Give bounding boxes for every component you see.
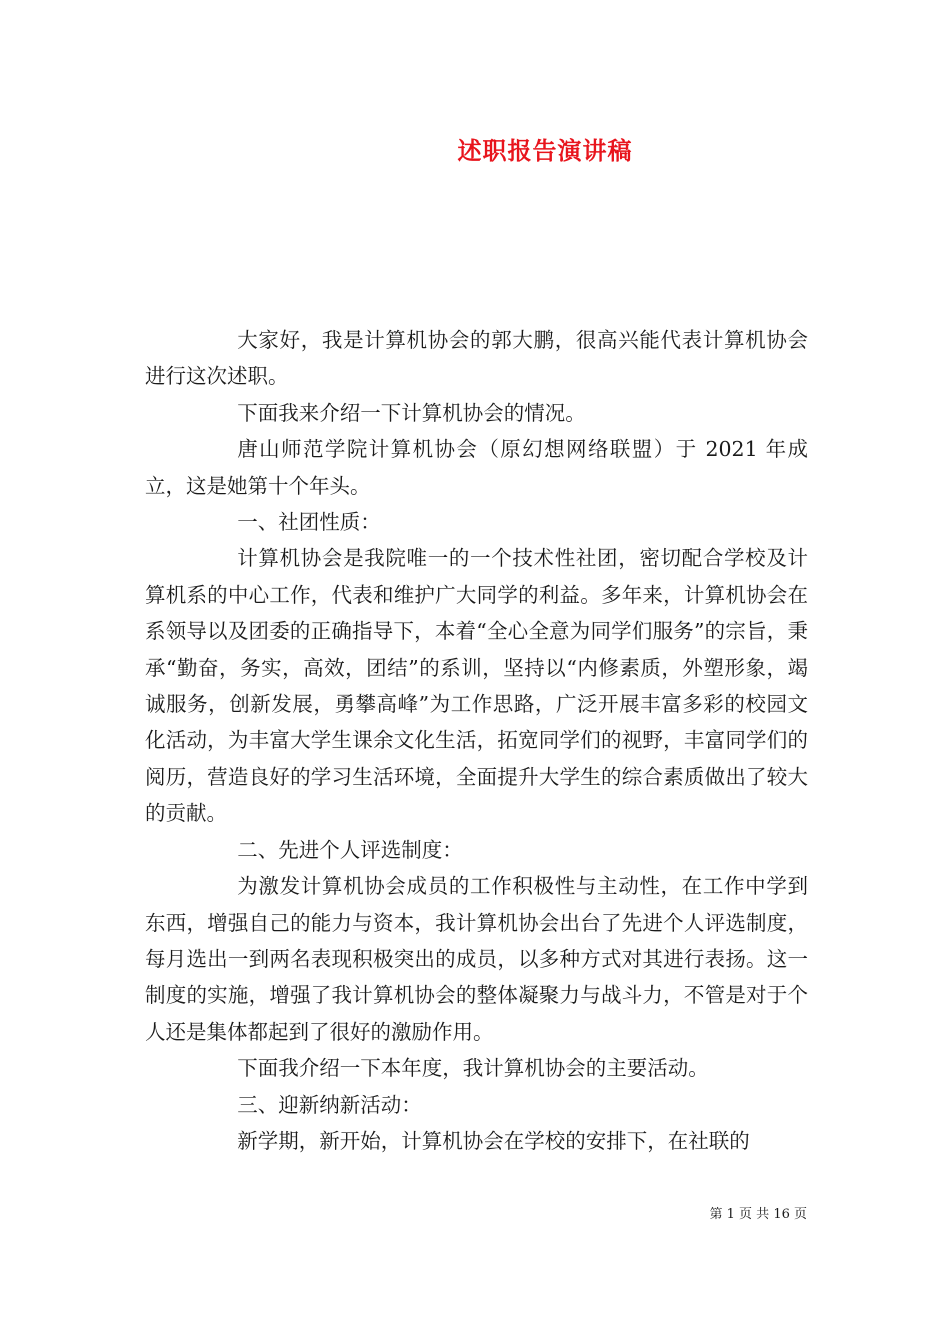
paragraph-award: 为激发计算机协会成员的工作积极性与主动性，在工作中学到东西，增强自己的能力与资本，我计算机协会出台了先进个人评选制度，每月选出一到两名表现积极突出的成员，以多种方式对其进行表扬。这一制度的实施，增强了我计算机协会的整体凝聚力与战斗力，不管是对于个人还是集体都起到了很好的激励作用。 [145,874,808,1044]
document-body [145,322,808,1159]
section-heading-recruitment: 三、迎新纳新活动： [237,1092,422,1117]
document-title: 述职报告演讲稿 [457,137,633,165]
section-heading-nature: 一、社团性质： [237,510,381,535]
section-heading-award: 二、先进个人评选制度： [237,837,463,862]
paragraph-greeting: 大家好，我是计算机协会的郭大鹏，很高兴能代表计算机协会进行这次述职。 [145,328,808,389]
paragraph-recruitment: 新学期，新开始，计算机协会在学校的安排下，在社联的 [237,1128,750,1153]
paragraph-activities-intro: 下面我介绍一下本年度，我计算机协会的主要活动。 [237,1056,709,1081]
paragraph-intro: 下面我来介绍一下计算机协会的情况。 [237,400,586,425]
paragraph-nature: 计算机协会是我院唯一的一个技术性社团，密切配合学校及计算机系的中心工作，代表和维护广大同学的利益。多年来，计算机协会在系领导以及团委的正确指导下，本着“全心全意为同学们服务”的宗旨，秉承“勤奋，务实，高效，团结”的系训，坚持以“内修素质，外塑形象，竭诚服务，创新发展，勇攀高峰”为工作思路，广泛开展丰富多彩的校园文化活动，为丰富大学生课余文化生活，拓宽同学们的视野，丰富同学们的阅历，营造良好的学习生活环境，全面提升大学生的综合素质做出了较大的贡献。 [145,546,808,826]
page-number: 第 1 页 共 16 页 [709,1207,807,1222]
paragraph-history: 唐山师范学院计算机协会（原幻想网络联盟）于 2021 年成立，这是她第十个年头。 [145,437,808,498]
